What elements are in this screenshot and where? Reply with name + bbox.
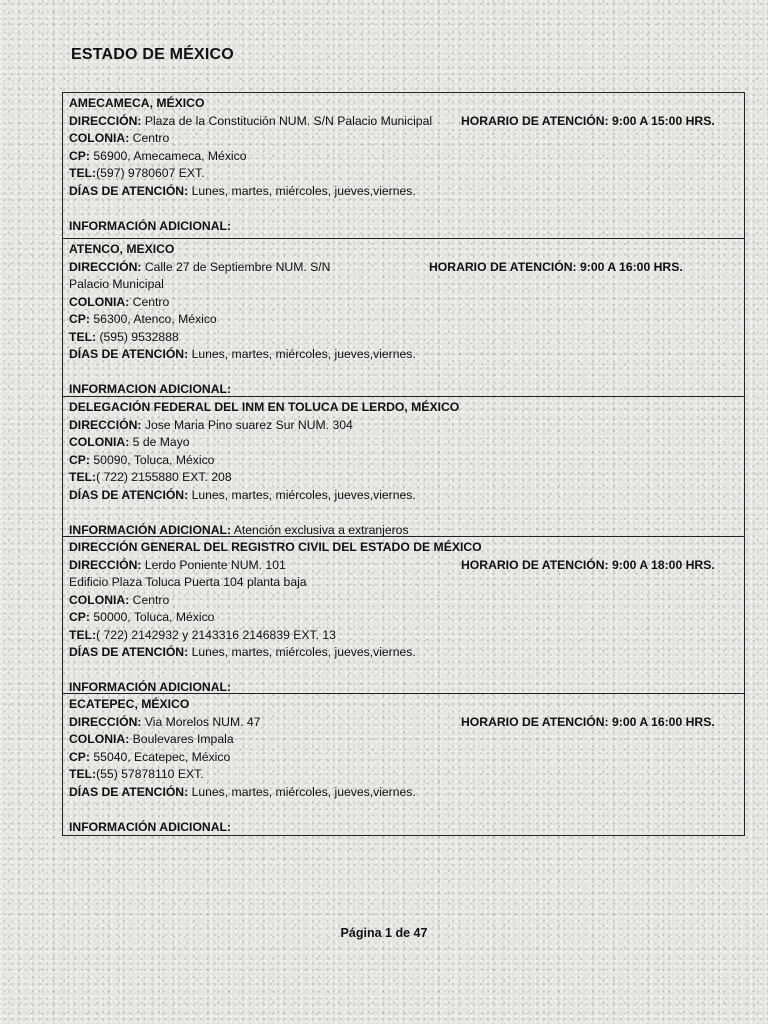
phone-label: TEL:: [69, 329, 97, 344]
cp-value: 55040, Ecatepec, México: [93, 749, 231, 764]
phone-line: [69, 329, 738, 347]
address-line: [69, 714, 738, 732]
schedule: [461, 113, 715, 131]
office-table: [62, 92, 745, 836]
address-line: [69, 557, 738, 575]
days-label: DÍAS DE ATENCIÓN:: [69, 487, 189, 502]
office-name: AMECAMECA, MÉXICO: [69, 96, 205, 110]
days-label: DÍAS DE ATENCIÓN:: [69, 784, 189, 799]
phone-line: [69, 766, 738, 784]
phone-label: TEL:: [69, 166, 97, 180]
schedule-label: HORARIO DE ATENCIÓN:: [461, 714, 609, 729]
phone-line: [69, 627, 738, 645]
phone-label: TEL:: [69, 627, 97, 642]
schedule-value: 9:00 A 15:00 HRS.: [612, 113, 715, 128]
days-line: [69, 487, 738, 505]
cp-value: 50090, Toluca, México: [93, 452, 215, 467]
phone-line: [69, 469, 738, 487]
cp-value: 50000, Toluca, México: [93, 610, 215, 624]
cp-line: [69, 311, 738, 329]
days-line: [69, 183, 738, 201]
schedule-value: 9:00 A 16:00 HRS.: [612, 714, 715, 729]
address-value: Via Morelos NUM. 47: [144, 714, 261, 729]
days-line: [69, 644, 738, 662]
cp-label: CP:: [69, 148, 90, 163]
office-name: DIRECCIÓN GENERAL DEL REGISTRO CIVIL DEL ESTADO DE MÉXICO: [69, 540, 482, 554]
days-label: DÍAS DE ATENCIÓN:: [69, 183, 189, 198]
colonia-label: COLONIA:: [69, 131, 130, 145]
address-label: DIRECCIÓN:: [69, 417, 142, 432]
phone-value: (595) 9532888: [99, 329, 179, 344]
phone-label: TEL:: [69, 470, 97, 484]
schedule-value: 9:00 A 16:00 HRS.: [580, 259, 683, 274]
info-label: INFORMACIÓN ADICIONAL:: [69, 819, 232, 834]
info-line: [69, 218, 738, 236]
phone-value: (55) 57878110 EXT.: [96, 767, 204, 781]
address-label: DIRECCIÓN:: [69, 714, 142, 729]
address-extra: Edificio Plaza Toluca Puerta 104 planta baja: [69, 575, 307, 589]
info-value: Atención exclusiva a extranjeros: [233, 522, 409, 537]
cp-label: CP:: [69, 452, 90, 467]
phone-value: ( 722) 2155880 EXT. 208: [96, 470, 232, 484]
colonia-value: Centro: [132, 294, 170, 309]
days-line: [69, 784, 738, 802]
info-line: [69, 819, 738, 837]
address-value: Jose Maria Pino suarez Sur NUM. 304: [144, 417, 353, 432]
info-label: INFORMACIÓN ADICIONAL:: [69, 218, 232, 233]
cp-value: 56900, Amecameca, México: [93, 148, 247, 163]
office-entry-registro-civil: [63, 536, 744, 693]
address-label: DIRECCIÓN:: [69, 113, 142, 128]
colonia-line: [69, 731, 738, 749]
cp-label: CP:: [69, 312, 90, 326]
days-value: Lunes, martes, miércoles, jueves,viernes.: [191, 487, 416, 502]
office-entry-inm-toluca: [63, 396, 744, 536]
cp-line: [69, 452, 738, 470]
colonia-value: 5 de Mayo: [132, 435, 190, 449]
schedule-label: HORARIO DE ATENCIÓN:: [461, 113, 609, 128]
colonia-label: COLONIA:: [69, 294, 130, 309]
office-name: DELEGACIÓN FEDERAL DEL INM EN TOLUCA DE LERDO, MÉXICO: [69, 400, 460, 414]
info-label: INFORMACIÓN ADICIONAL:: [69, 680, 232, 694]
schedule-label: HORARIO DE ATENCIÓN:: [461, 557, 609, 572]
info-label: INFORMACION ADICIONAL:: [69, 382, 232, 396]
address-extra: Palacio Municipal: [69, 277, 164, 291]
days-label: DÍAS DE ATENCIÓN:: [69, 645, 189, 659]
phone-line: [69, 165, 738, 183]
colonia-label: COLONIA:: [69, 592, 130, 607]
address-line: [69, 259, 738, 277]
address-value: Lerdo Poniente NUM. 101: [144, 557, 286, 572]
page-number-total: 47: [413, 926, 428, 940]
cp-label: CP:: [69, 610, 90, 624]
colonia-label: COLONIA:: [69, 435, 130, 449]
days-value: Lunes, martes, miércoles, jueves,viernes.: [191, 347, 416, 361]
phone-value: (597) 9780607 EXT.: [96, 166, 205, 180]
office-name: ATENCO, MEXICO: [69, 242, 175, 256]
colonia-value: Centro: [132, 131, 170, 145]
page-number: [0, 926, 768, 940]
cp-label: CP:: [69, 749, 90, 764]
cp-line: [69, 148, 738, 166]
page-title: ESTADO DE MÉXICO: [71, 46, 234, 63]
colonia-label: COLONIA:: [69, 732, 130, 746]
office-entry-atenco: [63, 238, 744, 396]
schedule-value: 9:00 A 18:00 HRS.: [612, 557, 715, 572]
address-line: [69, 417, 738, 435]
cp-line: [69, 609, 738, 627]
schedule: [429, 259, 683, 277]
address-label: DIRECCIÓN:: [69, 557, 142, 572]
days-value: Lunes, martes, miércoles, jueves,viernes.: [191, 645, 416, 659]
colonia-value: Centro: [132, 592, 170, 607]
cp-value: 56300, Atenco, México: [93, 312, 217, 326]
page-number-prefix: Página: [340, 926, 382, 940]
colonia-line: [69, 130, 738, 148]
days-value: Lunes, martes, miércoles, jueves,viernes.: [191, 183, 416, 198]
days-line: [69, 346, 738, 364]
office-name: ECATEPEC, MÉXICO: [69, 697, 190, 711]
days-value: Lunes, martes, miércoles, jueves,viernes.: [191, 784, 416, 799]
address-value: Plaza de la Constitución NUM. S/N Palacio Municipal: [144, 113, 433, 128]
schedule-label: HORARIO DE ATENCIÓN:: [429, 259, 577, 274]
cp-line: [69, 749, 738, 767]
colonia-value: Boulevares Impala: [132, 732, 234, 746]
address-line: [69, 113, 738, 131]
page-number-current: 1: [385, 926, 392, 940]
colonia-line: [69, 592, 738, 610]
page-number-sep: de: [395, 926, 411, 940]
phone-label: TEL:: [69, 767, 97, 781]
colonia-line: [69, 294, 738, 312]
colonia-line: [69, 434, 738, 452]
schedule: [461, 714, 715, 732]
address-label: DIRECCIÓN:: [69, 259, 142, 274]
address-value: Calle 27 de Septiembre NUM. S/N: [144, 259, 331, 274]
schedule: [461, 557, 715, 575]
office-entry-ecatepec: [63, 693, 744, 835]
office-entry-amecameca: [63, 93, 744, 238]
info-label: INFORMACIÓN ADICIONAL:: [69, 522, 232, 537]
phone-value: ( 722) 2142932 y 2143316 2146839 EXT. 13: [96, 627, 336, 642]
days-label: DÍAS DE ATENCIÓN:: [69, 347, 189, 361]
